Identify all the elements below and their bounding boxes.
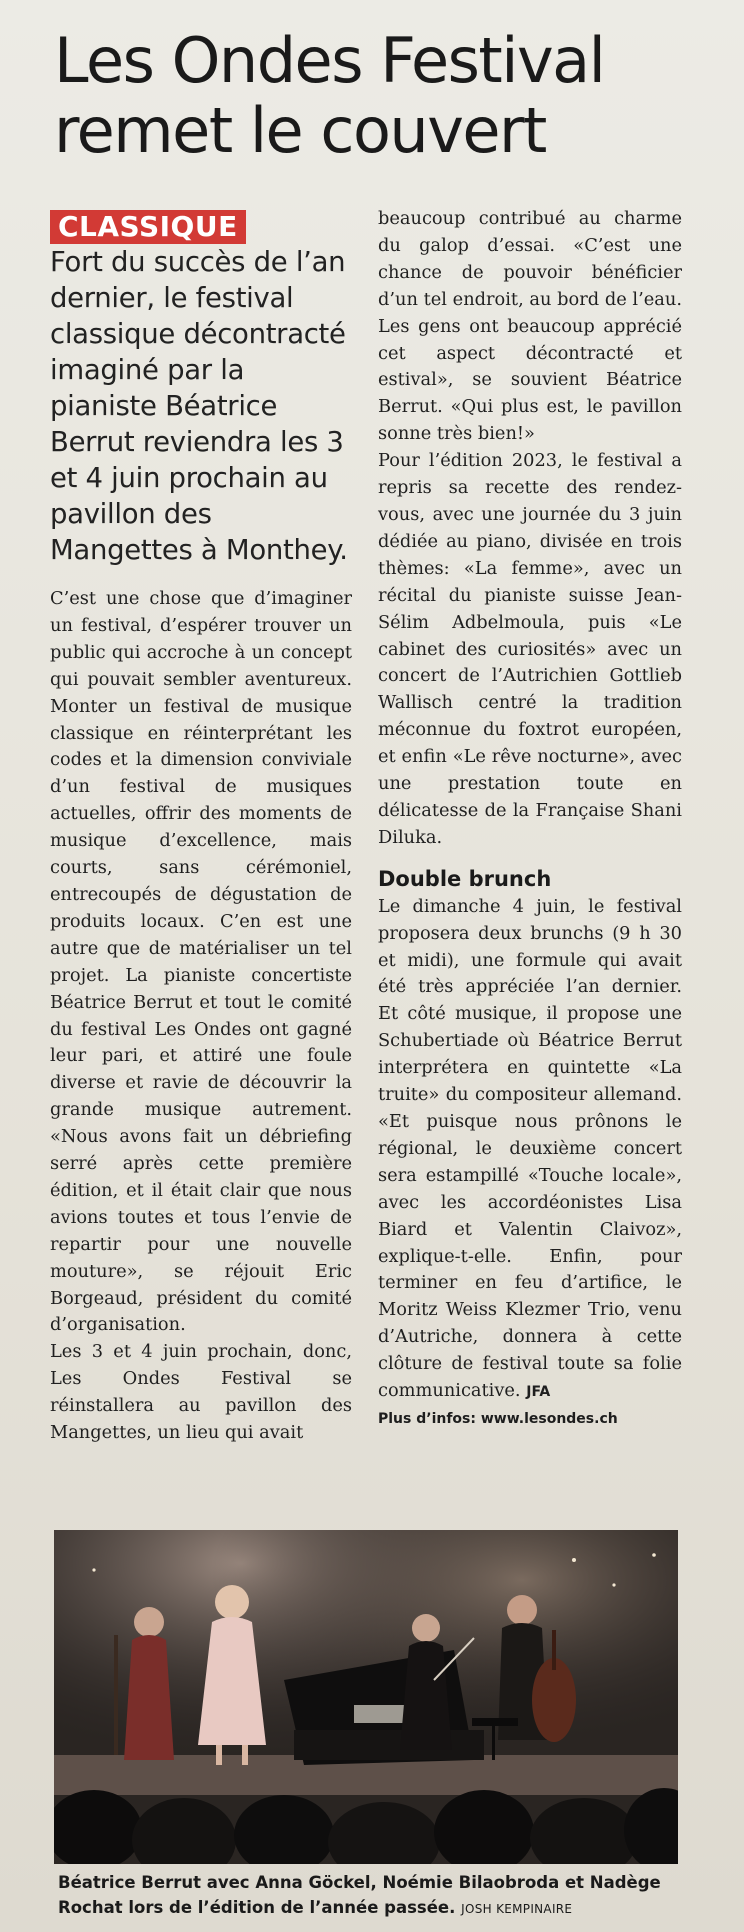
- left-body-paragraph-1: C’est une chose que d’imaginer un festival, d’espérer trouver un public qui accroche à un concept qui pouvait sembler aventureux. Monter un festival de musique classique en réinterprétant les codes et la dimension conviviale d’un festival de musiques actuelles, offrir des moments de musique d’excellence, mais courts, sans cérémoniel, entrecoupés de dégustation de produits locaux. C’en est une autre que de matérialiser un tel projet. La pianiste concertiste Béatrice Berrut et tout le comité du festival Les Ondes ont gagné leur pari, et attiré une foule diverse et ravie de découvrir la grande musique autrement. «Nous avons fait un débriefing serré après cette première édition, et il était clair que nous avions toutes et tous l’envie de repartir pour une nouvelle mouture», se réjouit Eric Borgeaud, président du comité d’organisation.: [50, 588, 352, 1336]
- right-column: [378, 206, 682, 1430]
- left-column: [50, 210, 352, 1447]
- photo-caption-text: Béatrice Berrut avec Anna Göckel, Noémie Bilaobroda et Nadège Rochat lors de l’édition de l’année passée.: [58, 1873, 661, 1917]
- article-headline: Les Ondes Festival remet le couvert: [54, 24, 605, 167]
- section-kicker: CLASSIQUE: [50, 210, 246, 244]
- concert-photo: [54, 1530, 678, 1864]
- photo-caption: [58, 1870, 698, 1922]
- right-body-paragraph-3: [378, 894, 682, 1406]
- right-body-paragraph-2: Pour l’édition 2023, le festival a repris sa recette des rendez-vous, avec une journée du 3 juin dédiée au piano, divisée en trois thèmes: «La femme», avec un récital du pianiste suisse Jean-Sélim Adbelmoula, puis «Le cabinet des curiosités» avec un concert de l’Autrichien Gottlieb Wallisch centré la tradition méconnue du foxtrot européen, et enfin «Le rêve nocturne», avec une prestation toute en délicatesse de la Française Shani Diluka.: [378, 450, 682, 848]
- right-body-paragraph-1: beaucoup contribué au charme du galop d’essai. «C’est une chance de pouvoir bénéficier d’un tel endroit, au bord de l’eau. Les gens ont beaucoup apprécié cet aspect décontracté et estival», se souvient Béatrice Berrut. «Qui plus est, le pavillon sonne très bien!»: [378, 208, 682, 445]
- article-chapeau: Fort du succès de l’an dernier, le festival classique décontracté imaginé par la pianiste Béatrice Berrut reviendra les 3 et 4 juin prochain au pavillon des Mangettes à Monthey.: [50, 246, 348, 566]
- concert-photo-illustration: [54, 1530, 678, 1864]
- more-info-line: Plus d’infos: www.lesondes.ch: [378, 1410, 618, 1427]
- right-body-paragraph-3-text: Le dimanche 4 juin, le festival proposera deux brunchs (9 h 30 et midi), une formule qui avait été très appréciée l’an dernier. Et côté musique, il propose une Schubertiade où Béatrice Berrut interprétera en quintette «La truite» du compositeur allemand. «Et puisque nous prônons le régional, le deuxième concert sera estampillé «Touche locale», avec les accordéonistes Lisa Biard et Valentin Claivoz», explique-t-elle. Enfin, pour terminer en feu d’artifice, le Moritz Weiss Klezmer Trio, venu d’Autriche, donnera à cette clôture de festival toute sa folie communicative.: [378, 895, 682, 1402]
- left-body-paragraph-2: Les 3 et 4 juin prochain, donc, Les Ondes Festival se réinstallera au pavillon des Mangettes, un lieu qui avait: [50, 1341, 352, 1444]
- author-signature: JFA: [526, 1384, 551, 1401]
- subhead-double-brunch: Double brunch: [378, 866, 552, 891]
- photo-credit: JOSH KEMPINAIRE: [461, 1902, 573, 1916]
